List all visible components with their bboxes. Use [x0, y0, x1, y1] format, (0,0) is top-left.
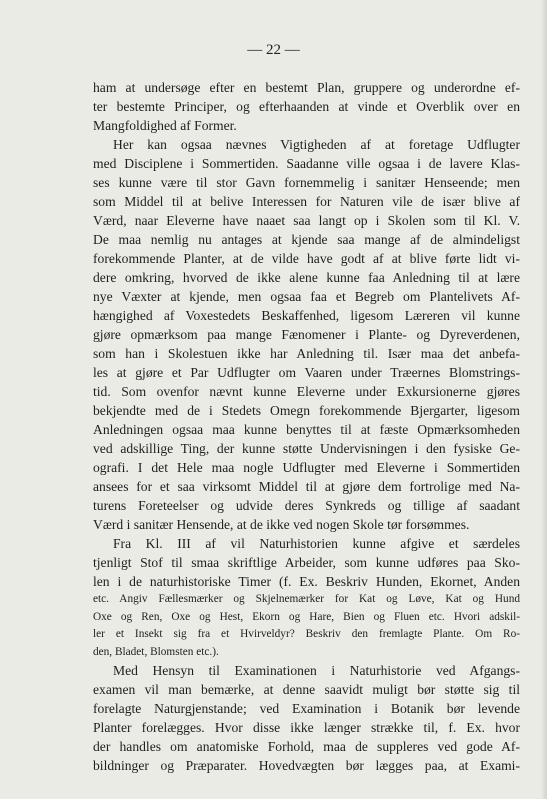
text-line: bekjendte med de i Stedets Omegn forekommende Bjergarter, ligesom: [93, 403, 520, 418]
text-line: Oxe og Ren, Oxe og Hest, Ekorn og Hare, Bien og Fluen etc. Hvori adskil-: [93, 610, 520, 623]
text-line: den, Bladet, Blomsten etc.).: [93, 645, 219, 658]
text-line: Værd, naar Eleverne have naaet saa langt op i Skolen som til Kl. V.: [93, 213, 520, 228]
text-line: Planter forelægges. Hvor disse ikke længer strække til, f. Ex. hvor: [93, 720, 520, 735]
text-line: len i de naturhistoriske Timer (f. Ex. Beskriv Hunden, Ekornet, Anden: [93, 574, 520, 589]
text-line: der handles om anatomiske Forhold, maa de suppleres ved gode Af-: [93, 739, 520, 754]
text-line: forelagte Naturgjenstande; ved Examination i Botanik bør levende: [93, 701, 520, 716]
text-line: De maa nemlig nu antages at kjende saa mange af de almindeligst: [93, 232, 520, 247]
text-line: bildninger og Præparater. Hovedvægten bør lægges paa, at Exami-: [93, 758, 520, 773]
text-line: gjøre opmærksom paa mange Fænomener i Plante- og Dyreverdenen,: [93, 327, 520, 342]
text-line: ter bestemte Principer, og efterhaanden at vinde et Overblik over en: [93, 99, 520, 114]
text-line: Værd i sanitær Hensende, at de ikke ved nogen Skole tør forsømmes.: [93, 517, 470, 532]
text-line: les at gjøre et Par Udflugter om Vaaren under Træernes Blomstrings-: [93, 365, 520, 380]
body-text: [93, 78, 520, 775]
text-line: ham at undersøge efter en bestemt Plan, gruppere og underordne ef-: [93, 80, 520, 95]
text-line: hængighed af Voxestedets Beskaffenhed, ligesom Læreren vil kunne: [93, 308, 520, 323]
text-line: tjenligt Stof til smaa skriftlige Arbeider, som kunne udføres paa Sko-: [93, 555, 520, 570]
page-edge-shadow: [541, 0, 547, 799]
text-line: ved adskillige Ting, der kunne støtte Undervisningen i den fysiske Ge-: [93, 441, 520, 456]
text-line: ler et Insekt sig fra et Hvirveldyr? Beskriv den fremlagte Plante. Om Ro-: [93, 628, 520, 640]
text-line: dere omkring, hvorved de ikke alene kunne faa Anledning til at lære: [93, 270, 520, 285]
text-line: examen vil man bemærke, at denne saavidt muligt bør støtte sig til: [93, 682, 520, 697]
text-line: Med Hensyn til Examinationen i Naturhistorie ved Afgangs-: [113, 663, 520, 678]
page-number: — 22 —: [247, 42, 300, 58]
text-line: ses kunne være til stor Gavn fornemmelig i sanitær Henseende; men: [93, 175, 520, 190]
text-line: Mangfoldighed af Former.: [93, 118, 237, 133]
text-line: ansees for et saa virksomt Middel til at gjøre dem fortrolige med Na-: [93, 479, 520, 494]
text-line: ografi. I det Hele maa nogle Udflugter med Eleverne i Sommertiden: [93, 460, 520, 475]
text-line: forekommende Planter, at de vilde have godt af at blive førte lidt vi-: [93, 251, 520, 266]
text-line: Anledningen ogsaa maa kunne benyttes til at fæste Opmærksomheden: [93, 422, 520, 437]
text-line: turens Foreteelser og udvide deres Synkreds og tillige af saadant: [93, 498, 520, 513]
text-line: Her kan ogsaa nævnes Vigtigheden af at foretage Udflugter: [113, 137, 520, 152]
text-line: Fra Kl. III af vil Naturhistorien kunne afgive et særdeles: [113, 536, 520, 551]
text-line: nye Væxter at kjende, men ogsaa faa et Begreb om Plantelivets Af-: [93, 289, 520, 304]
text-line: som han i Skolestuen ikke har Anledning til. Især maa det anbefa-: [93, 346, 520, 361]
text-line: tid. Som ovenfor nævnt kunne Eleverne under Exkursionerne gjøres: [93, 384, 520, 399]
text-line: etc. Angiv Fællesmærker og Skjelnemærker for Kat og Løve, Kat og Hund: [93, 593, 520, 605]
text-line: som Middel til at belive Interessen for Naturen vile de især blive af: [93, 194, 520, 209]
text-line: med Disciplene i Sommertiden. Saadanne ville ogsaa i de lavere Klas-: [93, 156, 520, 171]
